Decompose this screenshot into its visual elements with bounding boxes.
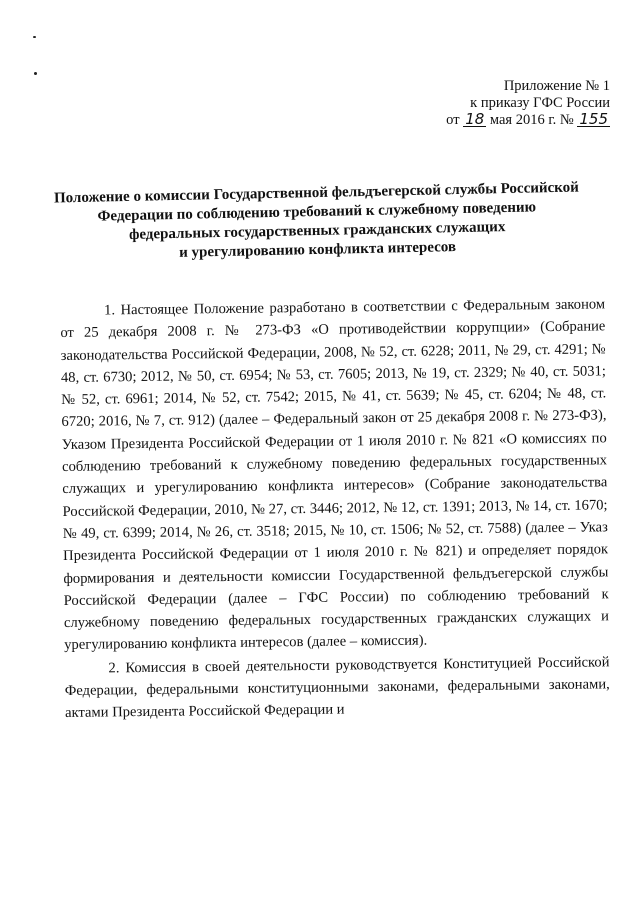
paragraph-2: 2. Комиссия в своей деятельности руководствуется Конституцией Российской Федерации, федеральными конституционными законами, федеральными законами, актами Президента Российской Федерации и — [64, 654, 610, 722]
scan-speck — [34, 72, 37, 75]
document-body — [60, 293, 610, 724]
handwritten-order-number: 155 — [579, 110, 608, 128]
order-reference: к приказу ГФС России — [470, 95, 610, 111]
date-middle: мая 2016 г. № — [489, 112, 574, 128]
scan-speck — [33, 36, 36, 38]
document-title — [51, 178, 582, 265]
title-line: и урегулированию конфликта интересов — [178, 239, 457, 261]
page-bottom-edge — [0, 885, 640, 905]
paragraph-1: 1. Настоящее Положение разработано в соответствии с Федеральным законом от 25 декабря 2008 г. № 273-ФЗ «О противодействии коррупции» (Собрание законодательства Российской Федерации, 2008, № 52, ст. 6228; 2011, № 29, ст. 4291; № 48, ст. 6730; 2012, № 50, ст. 6954; № 53, ст. 7605; 2013, № 19, ст. 2329; № 40, ст. 5031; № 52, ст. 6961; 2014, № 52, ст. 7542; 2015, № 41, ст. 5639; № 45, ст. 6204; № 48, ст. 6720; 2016, № 7, ст. 912) (далее – Федеральный закон от 25 декабря 2008 г. № 273-ФЗ), Указом Президента Российской Федерации от 1 июля 2010 г. № 821 «О комиссиях по соблюдению требований к служебному поведению федеральных государственных служащих и урегулированию конфликта интересов» (Собрание законодательства Российской Федерации, 2010, № 27, ст. 3446; 2012, № 12, ст. 1391; 2013, № 14, ст. 1670; № 49, ст. 6399; 2014, № 26, ст. 3518; 2015, № 10, ст. 1506; № 52, ст. 7588) (далее – Указ Президента Российской Федерации от 1 июля 2010 г. № 821) и определяет порядок формирования и деятельности комиссии Государственной фельдъегерской службы Российской Федерации (далее – ГФС России) по соблюдению требований к служебному поведению федеральных государственных гражданских служащих и урегулированию конфликта интересов (далее – комиссия). — [60, 296, 610, 654]
title-line: Федерации по соблюдению требований к служебному поведению — [97, 199, 537, 225]
title-line: Положение о комиссии Государственной фельдъегерской службы Российской — [53, 179, 579, 207]
handwritten-day: 18 — [465, 110, 485, 128]
title-line: федеральных государственных гражданских служащих — [128, 219, 506, 243]
appendix-number: Приложение № 1 — [503, 78, 610, 94]
appendix-header — [380, 78, 610, 129]
date-prefix: от — [446, 112, 460, 128]
order-date-line — [380, 112, 610, 129]
